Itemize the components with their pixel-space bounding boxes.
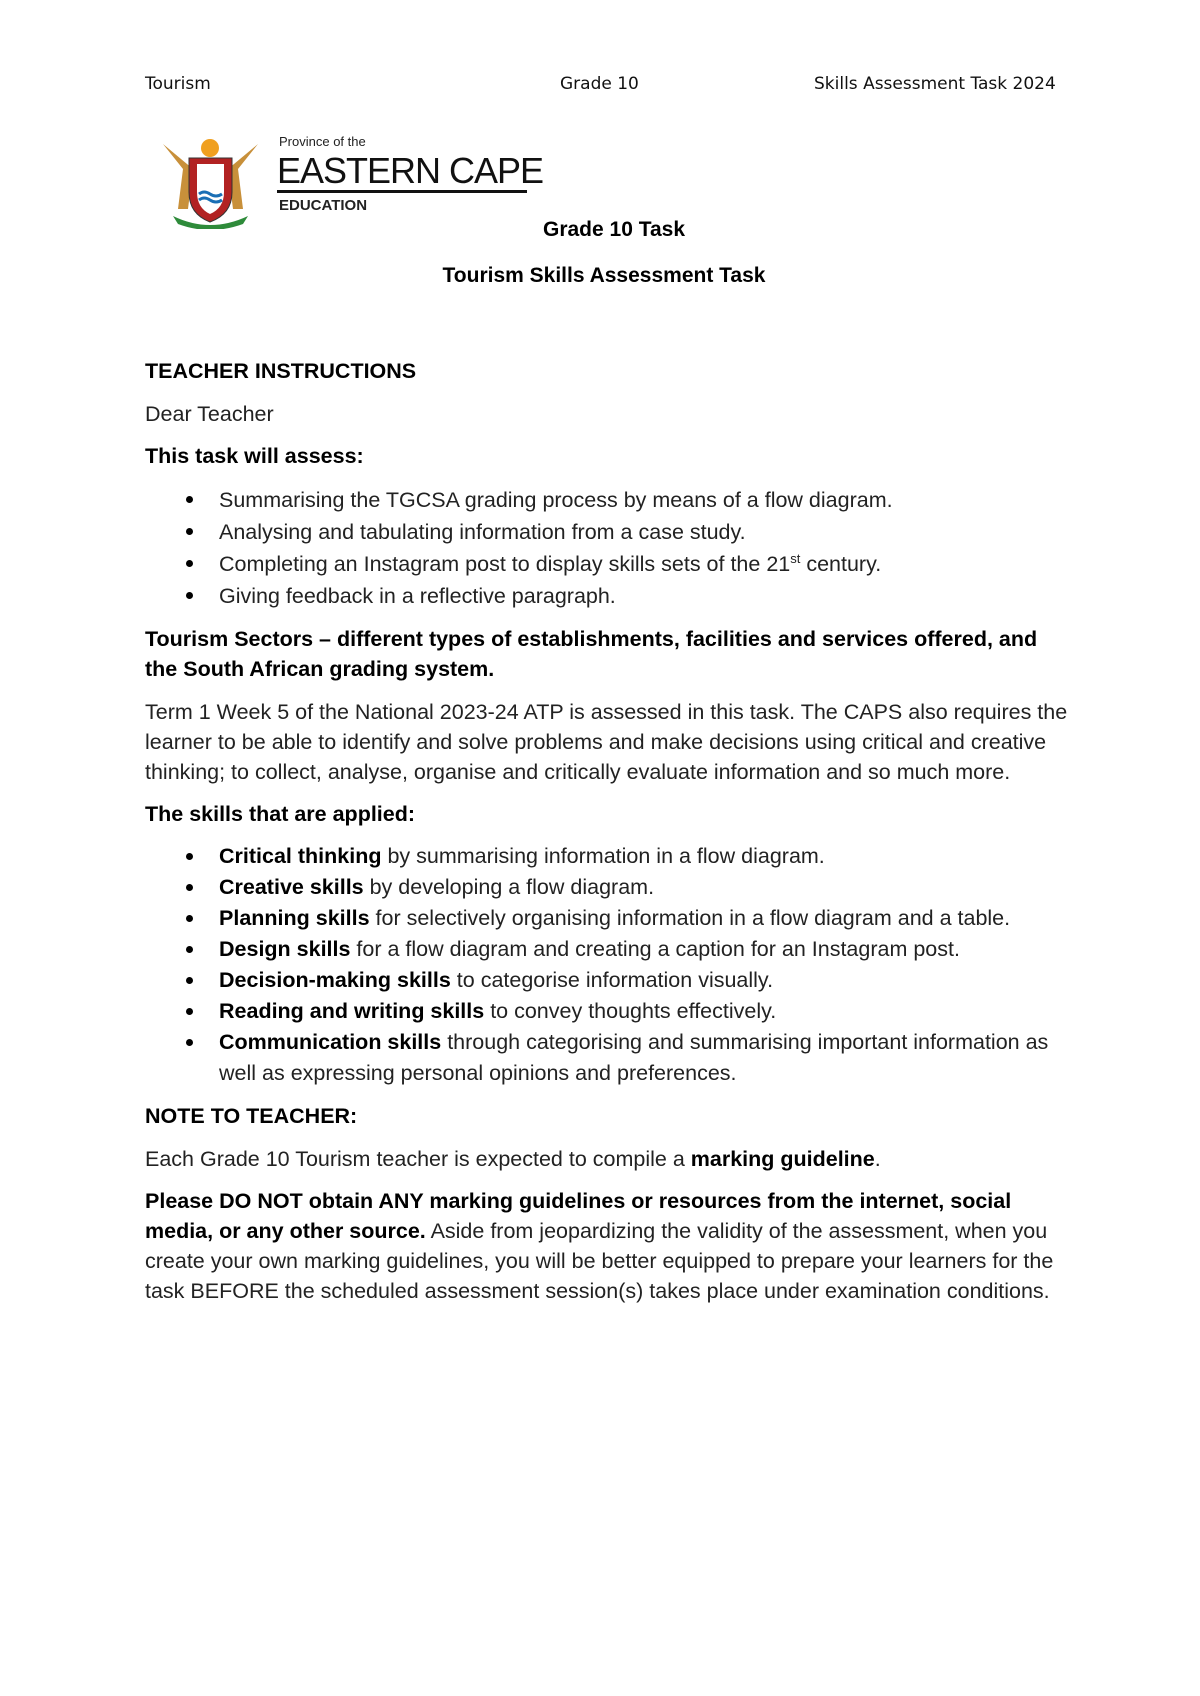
header-subject: Tourism [145, 74, 211, 94]
list-item [145, 903, 1075, 934]
warning-paragraph [145, 1186, 1075, 1306]
skill-desc: for selectively organising information in a flow diagram and a table. [369, 906, 1011, 930]
skill-name: Design skills [219, 937, 351, 961]
skill-name: Creative skills [219, 875, 364, 899]
skill-name: Reading and writing skills [219, 999, 485, 1023]
skill-desc: to categorise information visually. [450, 968, 774, 992]
skill-name: Decision-making skills [219, 968, 451, 992]
logo-province-text: Province of the [279, 134, 366, 149]
logo-province-name: EASTERN CAPE [277, 150, 544, 191]
list-item: Giving feedback in a reflective paragraph. [145, 580, 1075, 612]
warning-text: Aside from jeopardizing the validity of the assessment, when you create your own marking guidelines, you will be better equipped to prepare your learners for the task BEFORE the scheduled assessment session(s) takes place under examination conditions. [145, 1219, 1054, 1303]
list-item [145, 548, 1075, 580]
note-bold: marking guideline [690, 1146, 875, 1171]
item-text: century. [800, 551, 882, 576]
logo-department: EDUCATION [279, 197, 368, 214]
skill-name: Planning skills [219, 906, 370, 930]
note-pre: Each Grade 10 Tourism teacher is expected to compile a [145, 1146, 691, 1171]
list-item [145, 1027, 1075, 1089]
greeting: Dear Teacher [145, 401, 274, 426]
skill-desc: through categorising and summarising important information as well as expressing personal opinions and preferences. [219, 1030, 1049, 1085]
skill-desc: by developing a flow diagram. [363, 875, 655, 899]
instructions-body [145, 356, 1075, 1306]
note-heading: NOTE TO TEACHER: [145, 1104, 358, 1128]
warning-bold: Please DO NOT obtain ANY marking guidelines or resources from the internet, social media, or any other source. [145, 1189, 1012, 1243]
list-item: Summarising the TGCSA grading process by means of a flow diagram. [145, 484, 1075, 516]
skills-heading: The skills that are applied: [145, 801, 416, 826]
assess-heading: This task will assess: [145, 444, 364, 468]
list-item [145, 934, 1075, 965]
skill-name: Communication skills [219, 1030, 442, 1054]
superscript: st [790, 550, 801, 566]
list-item [145, 841, 1075, 872]
header-grade: Grade 10 [560, 74, 639, 94]
document-subtitle: Tourism Skills Assessment Task [442, 264, 766, 287]
topic-heading: Tourism Sectors – different types of establishments, facilities and services offered, and the South African grading system. [145, 626, 1038, 681]
skill-desc: for a flow diagram and creating a caption for an Instagram post. [350, 937, 960, 961]
list-item [145, 965, 1075, 996]
document-title: Grade 10 Task [542, 218, 686, 241]
section-heading: TEACHER INSTRUCTIONS [145, 359, 417, 383]
header-task: Skills Assessment Task 2024 [814, 74, 1056, 94]
eastern-cape-logo [153, 134, 544, 229]
list-item [145, 872, 1075, 903]
list-item: Analysing and tabulating information from a case study. [145, 516, 1075, 548]
skill-desc: to convey thoughts effectively. [484, 999, 777, 1023]
skill-name: Critical thinking [219, 844, 382, 868]
assess-list [145, 484, 1075, 612]
note-post: . [874, 1146, 881, 1171]
item-text: Completing an Instagram post to display skills sets of the 21 [219, 551, 791, 576]
list-item [145, 996, 1075, 1027]
skills-list [145, 841, 1075, 1089]
coat-of-arms-icon [153, 134, 268, 229]
term-paragraph: Term 1 Week 5 of the National 2023-24 ATP is assessed in this task. The CAPS also requires the learner to be able to identify and solve problems and make decisions using critical and creative thinking; to collect, analyse, organise and critically evaluate information and so much more. [145, 699, 1068, 784]
skill-desc: by summarising information in a flow diagram. [381, 844, 825, 868]
note-text [145, 1144, 1075, 1175]
